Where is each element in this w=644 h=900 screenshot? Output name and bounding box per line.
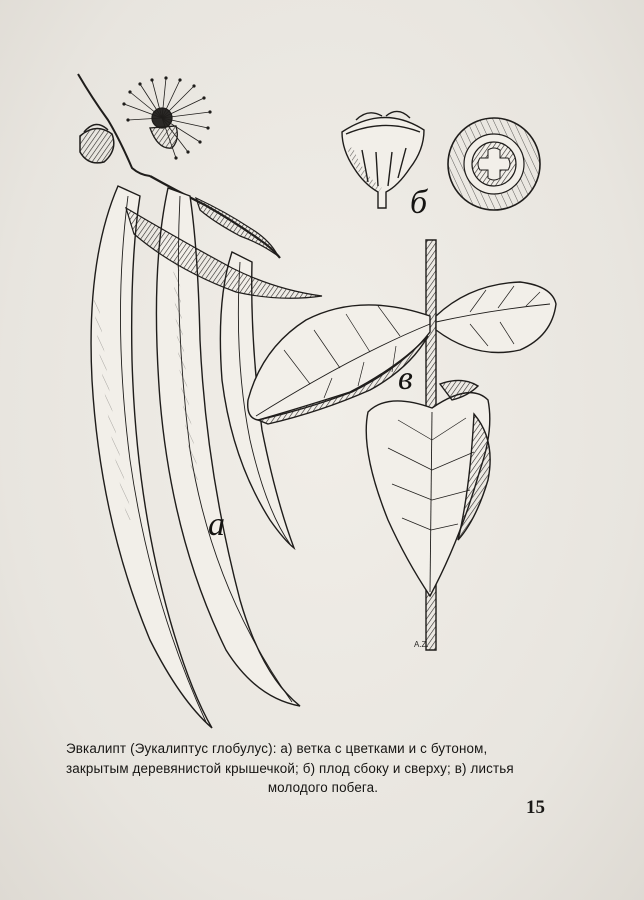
caption-line: закрытым деревянистой крышечкой; б) плод сбоку и сверху; в) листья [66, 760, 514, 776]
flower-cluster [122, 76, 211, 159]
page-number: 15 [526, 797, 545, 818]
shoot-v-drawing [248, 240, 556, 650]
fruit-top-view [448, 118, 540, 210]
closed-bud [80, 124, 114, 162]
leaf-v3 [366, 380, 490, 596]
figure-label-a: а [208, 506, 225, 543]
fruit-b-drawing [342, 111, 540, 210]
leaf-v1 [436, 282, 556, 353]
figure-caption [66, 739, 580, 798]
figure-label-b: б [410, 184, 428, 221]
caption-line: молодого побега. [267, 780, 379, 795]
figure-label-v: в [398, 360, 413, 397]
caption-line: Эвкалипт (Эукалиптус глобулус): а) ветка с цветками и с бутоном, [66, 741, 488, 756]
artist-monogram: А.Z. [414, 640, 429, 649]
leaf-a5 [196, 198, 278, 256]
